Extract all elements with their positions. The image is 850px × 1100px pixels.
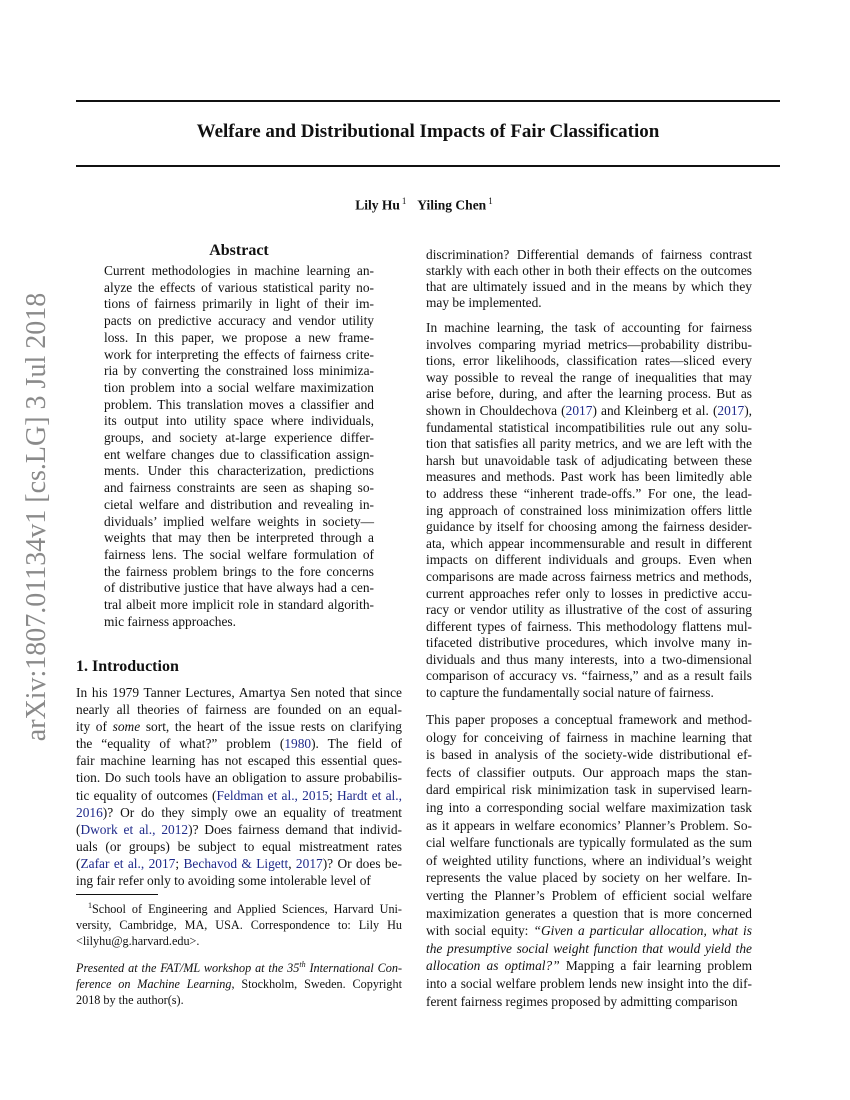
text-line [426,337,752,354]
citation-link[interactable]: 2016 [76,804,103,820]
text-span: ata, which appear incommensurable and result in different [426,535,752,551]
text-line [76,976,402,992]
text-span: )? Or does be- [322,855,403,871]
text-span: mic fairness approaches. [104,613,236,629]
text-line [426,519,752,536]
text-line [104,514,374,531]
text-line [426,781,752,799]
text-span: )? Does fairness demand that individ- [188,821,402,837]
text-span: is based in analysis of the society-wide distributional ef- [426,747,752,763]
text-span: as it appears in welfare economics’ Planner’s Problem. So- [426,817,752,833]
text-span: ity of [76,719,113,735]
text-span: )? Or do they simply owe an equality of treatment [102,804,402,820]
text-line [426,420,752,437]
text-span: groups, and society at-large experience differ- [104,430,374,446]
paper-title: Welfare and Distributional Impacts of Fair Classification [196,121,660,142]
citation-link[interactable]: Dwork et al., 2012 [80,821,189,837]
text-line [104,347,374,364]
citation-link[interactable]: Feldman et al., 2015 [216,787,329,803]
text-line [104,263,374,280]
footnote-mark: 1 [88,901,92,910]
text-line [426,940,752,958]
title-top-rule [76,100,780,102]
text-line [426,729,752,747]
text-line [426,869,752,887]
italic-text: allocation as optimal?” [426,958,560,974]
text-span: <lilyhu@g.harvard.edu>. [76,934,200,949]
text-line [426,370,752,387]
text-line [426,586,752,603]
text-span: impacts on different individuals and groups. Even when [426,552,752,568]
text-span: of weighted utility functions, where an individual’s weight [426,852,752,868]
text-line [426,503,752,520]
text-span: may be implemented. [426,295,542,310]
text-line [426,279,752,295]
text-span: tions, error likelihoods, classification rates—sliced every [426,353,752,369]
text-span: way possible to reveal the range of inequalities that may [426,369,752,385]
text-span: ; [328,787,337,803]
text-line [76,872,402,889]
citation-link[interactable]: Hardt et al., [336,787,402,803]
text-span: loss. In this paper, we propose a new frame- [104,329,374,345]
citation-link[interactable]: 2017 [295,855,323,871]
text-line [104,580,374,597]
text-line [426,905,752,923]
text-line [76,838,402,855]
text-line [76,855,402,872]
text-line [104,397,374,414]
text-line [426,247,752,263]
text-line [76,804,402,821]
text-line [76,957,402,976]
right-paragraph-1 [426,247,752,311]
text-line [76,787,402,804]
text-span: ing into a corresponding social welfare maximization task [426,799,752,815]
italic-text: Presented at the FAT/ML workshop at the 35 [76,961,300,976]
superscript: th [299,960,306,969]
affiliation-mark: 1 [401,196,407,206]
text-line [104,497,374,514]
section-heading-introduction: 1. Introduction [76,658,179,675]
text-span: ments. Under this characterization, predictions [104,463,374,479]
text-line [426,619,752,636]
italic-text: some [112,719,141,735]
text-span: with social equity: [426,923,534,939]
author-name: Yiling Chen [417,197,487,213]
footnote-affiliation [76,898,402,949]
text-line [426,469,752,486]
text-line [426,602,752,619]
text-span: represents the value placed by society on her welfare. In- [426,870,752,886]
italic-text: the presumptive social weight function that would yield the [426,940,752,956]
text-span: to address these “inherent trade-offs.” For one, the lead- [426,485,752,501]
text-span: starkly with each other in both their effects on the outcomes [426,263,752,278]
text-span: to capture the fundamentally social nature of fairness. [426,685,714,701]
text-line [76,718,402,735]
citation-link[interactable]: 1980 [284,736,312,752]
text-span: , [288,855,296,871]
text-line [104,614,374,631]
text-line [426,569,752,586]
text-line [104,363,374,380]
text-span: problem. This translation moves a classifier and [104,396,374,412]
abstract-body [104,263,374,630]
text-line [104,280,374,297]
text-line [426,386,752,403]
text-line [426,436,752,453]
text-line [426,975,752,993]
text-line [104,597,374,614]
text-line [426,403,752,420]
text-line [104,413,374,430]
text-span: pacts on predictive accuracy and vendor utility [104,313,374,329]
text-line [426,536,752,553]
text-line [104,447,374,464]
text-line [426,887,752,905]
text-line [426,852,752,870]
text-span: School of Engineering and Applied Sciences, Harvard Uni- [92,902,402,917]
text-span: dividuals and thus many interests, into a two-dimensional [426,651,752,667]
text-span: dard empirical risk minimization task in supervised learn- [426,782,752,798]
text-span: fundamental statistical incompatibilities rule out any solu- [426,419,752,435]
text-line [426,635,752,652]
text-line [104,547,374,564]
text-line [104,564,374,581]
text-line [76,992,402,1008]
text-span: involves comparing myriad metrics—probability distribu- [426,336,752,352]
text-line [426,957,752,975]
text-span: tifaceted distributive procedures, which involve many in- [426,635,752,651]
text-line [104,430,374,447]
text-span: ), [744,402,753,418]
text-line [426,746,752,764]
text-span: uals (or groups) be subject to equal mistreatment rates [76,838,402,854]
text-line [426,685,752,702]
text-span: versity, Cambridge, MA, USA. Correspondence to: Lily Hu [76,918,402,933]
italic-text: International Con- [305,961,403,976]
citation-link[interactable]: Bechavod & Ligett [183,855,289,871]
text-span: ) and Kleinberg et al. ( [592,402,718,418]
text-span: sort, the heart of the issue rests on clarifying [140,719,402,735]
text-span: dividuals’ implied welfare weights in society— [104,513,374,529]
text-span: fair machine learning has not escaped this essential ques- [76,753,402,769]
text-line [426,764,752,782]
text-span: different types of fairness. This methodology flattens mul- [426,618,752,634]
text-line [426,320,752,337]
text-span: ; [175,855,184,871]
text-span: measures and methods. Past work has been limitedly able [426,469,752,485]
text-span: and fairness constraints are seen as shaping so- [104,480,374,496]
italic-text: “Given a particular allocation, what is [533,923,752,939]
author-name: Lily Hu [355,197,400,213]
text-span: ing fair refer only to avoiding some intolerable level of [76,873,371,889]
citation-link[interactable]: 2017 [565,402,593,418]
text-span: into a social welfare problem lends new insight into the dif- [426,975,752,991]
text-span: ( [76,855,81,871]
text-line [426,652,752,669]
text-line [426,263,752,279]
text-line [76,917,402,933]
text-span: fects of classifier outputs. Our approach maps the stan- [426,764,752,780]
footnote-rule [76,894,158,895]
text-span: racy or vendor utility as illustrative of the cost of assuring [426,602,752,618]
text-span: ferent fairness regimes proposed by admitting comparison [426,993,738,1009]
text-line [426,453,752,470]
text-line [104,463,374,480]
text-line [104,313,374,330]
text-span: work for interpreting the effects of fairness crite- [104,346,374,362]
text-line [426,668,752,685]
text-span: the fairness problem brings to the fore concerns [104,563,374,579]
right-paragraph-2 [426,320,752,702]
text-line [426,834,752,852]
text-span: tion problem into a social welfare maximization [104,379,374,395]
text-span: of distributive justice that have always had a cen- [104,580,374,596]
text-span: weights that may then be interpreted through a [104,530,374,546]
text-span: tion. Do such tools have an obligation to assure probabilis- [76,770,402,786]
text-line [426,353,752,370]
text-span: Current methodologies in machine learning an- [104,263,374,278]
text-span: comparisons are made across fairness metrics and methods, [426,568,752,584]
text-line [76,933,402,949]
text-span: its output into utility space where individuals, [104,413,374,429]
text-line [76,769,402,786]
text-line [104,380,374,397]
text-span: , Stockholm, Sweden. Copyright [231,977,402,992]
italic-text: ference on Machine Learning [76,977,232,992]
text-span: 2018 by the author(s). [76,993,184,1008]
abstract-heading: Abstract [209,242,269,259]
text-span: discrimination? Differential demands of fairness contrast [426,247,752,262]
text-line [76,701,402,718]
text-line [426,486,752,503]
text-span: tral albeit more implicit role in standard algorith- [104,597,374,613]
text-span: cietal welfare and distribution and revealing in- [104,496,374,512]
text-line [76,898,402,917]
text-span: fairness lens. The social welfare formulation of [104,546,374,562]
text-span: Mapping a fair learning problem [559,958,752,974]
text-span: ). The field of [311,736,402,752]
text-span: ( [76,821,81,837]
text-span: ent welfare changes due to classification assign- [104,446,374,462]
text-line [76,752,402,769]
affiliation-mark: 1 [488,196,493,206]
text-span: comparison of accuracy vs. “fairness,” and as a result fails [426,668,752,684]
text-span: verting the Planner’s Problem of efficient social welfare [426,887,752,903]
right-paragraph-3 [426,711,752,1010]
text-line [426,922,752,940]
text-span: current approaches refer only to losses in predictive accu- [426,585,752,601]
text-line [426,295,752,311]
text-span: arise before, during, and after the learning process. But as [426,386,752,402]
text-line [426,552,752,569]
text-span: This paper proposes a conceptual framework and method- [426,712,752,727]
text-line [426,711,752,729]
text-line [104,330,374,347]
text-line [76,684,402,701]
text-span: ria by converting the constrained loss minimiza- [104,363,374,379]
text-line [426,799,752,817]
citation-link[interactable]: 2017 [717,402,745,418]
citation-link[interactable]: Zafar et al., 2017 [80,855,176,871]
text-span: harsh but unavoidable task of adjudicating between these [426,452,752,468]
text-line [104,480,374,497]
presented-notice [76,957,402,1008]
text-span: the “equality of what?” problem ( [76,736,285,752]
text-line [104,530,374,547]
text-span: nearly all theories of fairness are founded on an equal- [76,702,402,718]
text-span: In machine learning, the task of accounting for fairness [426,320,752,335]
text-span: ology for conceiving of fairness in machine learning that [426,729,752,745]
text-span: tions of fairness primarily in light of their im- [104,296,374,312]
text-span: tic equality of outcomes ( [76,787,217,803]
text-span: ing approach of constrained loss minimization offers little [426,502,752,518]
text-span: shown in Chouldechova ( [426,402,566,418]
text-span: tion that satisfies all parity metrics, and we are left with the [426,436,752,452]
text-line [76,735,402,752]
text-span: alyze the effects of various statistical parity no- [104,279,374,295]
author-list [76,196,780,214]
title-bottom-rule [76,165,780,167]
text-span: guidance by itself for choosing among the fairness desider- [426,519,752,535]
text-span: maximization generates a question that is more concerned [426,905,752,921]
text-span: cial welfare functionals are typically formulated as the sum [426,835,752,851]
introduction-paragraph [76,684,402,889]
text-line [426,993,752,1011]
text-line [104,296,374,313]
text-span: In his 1979 Tanner Lectures, Amartya Sen noted that since [76,685,402,700]
text-line [76,821,402,838]
text-span: that are ultimately issued and in the means by which they [426,279,752,294]
arxiv-identifier: arXiv:1807.01134v1 [cs.LG] 3 Jul 2018 [21,292,52,742]
text-line [426,817,752,835]
